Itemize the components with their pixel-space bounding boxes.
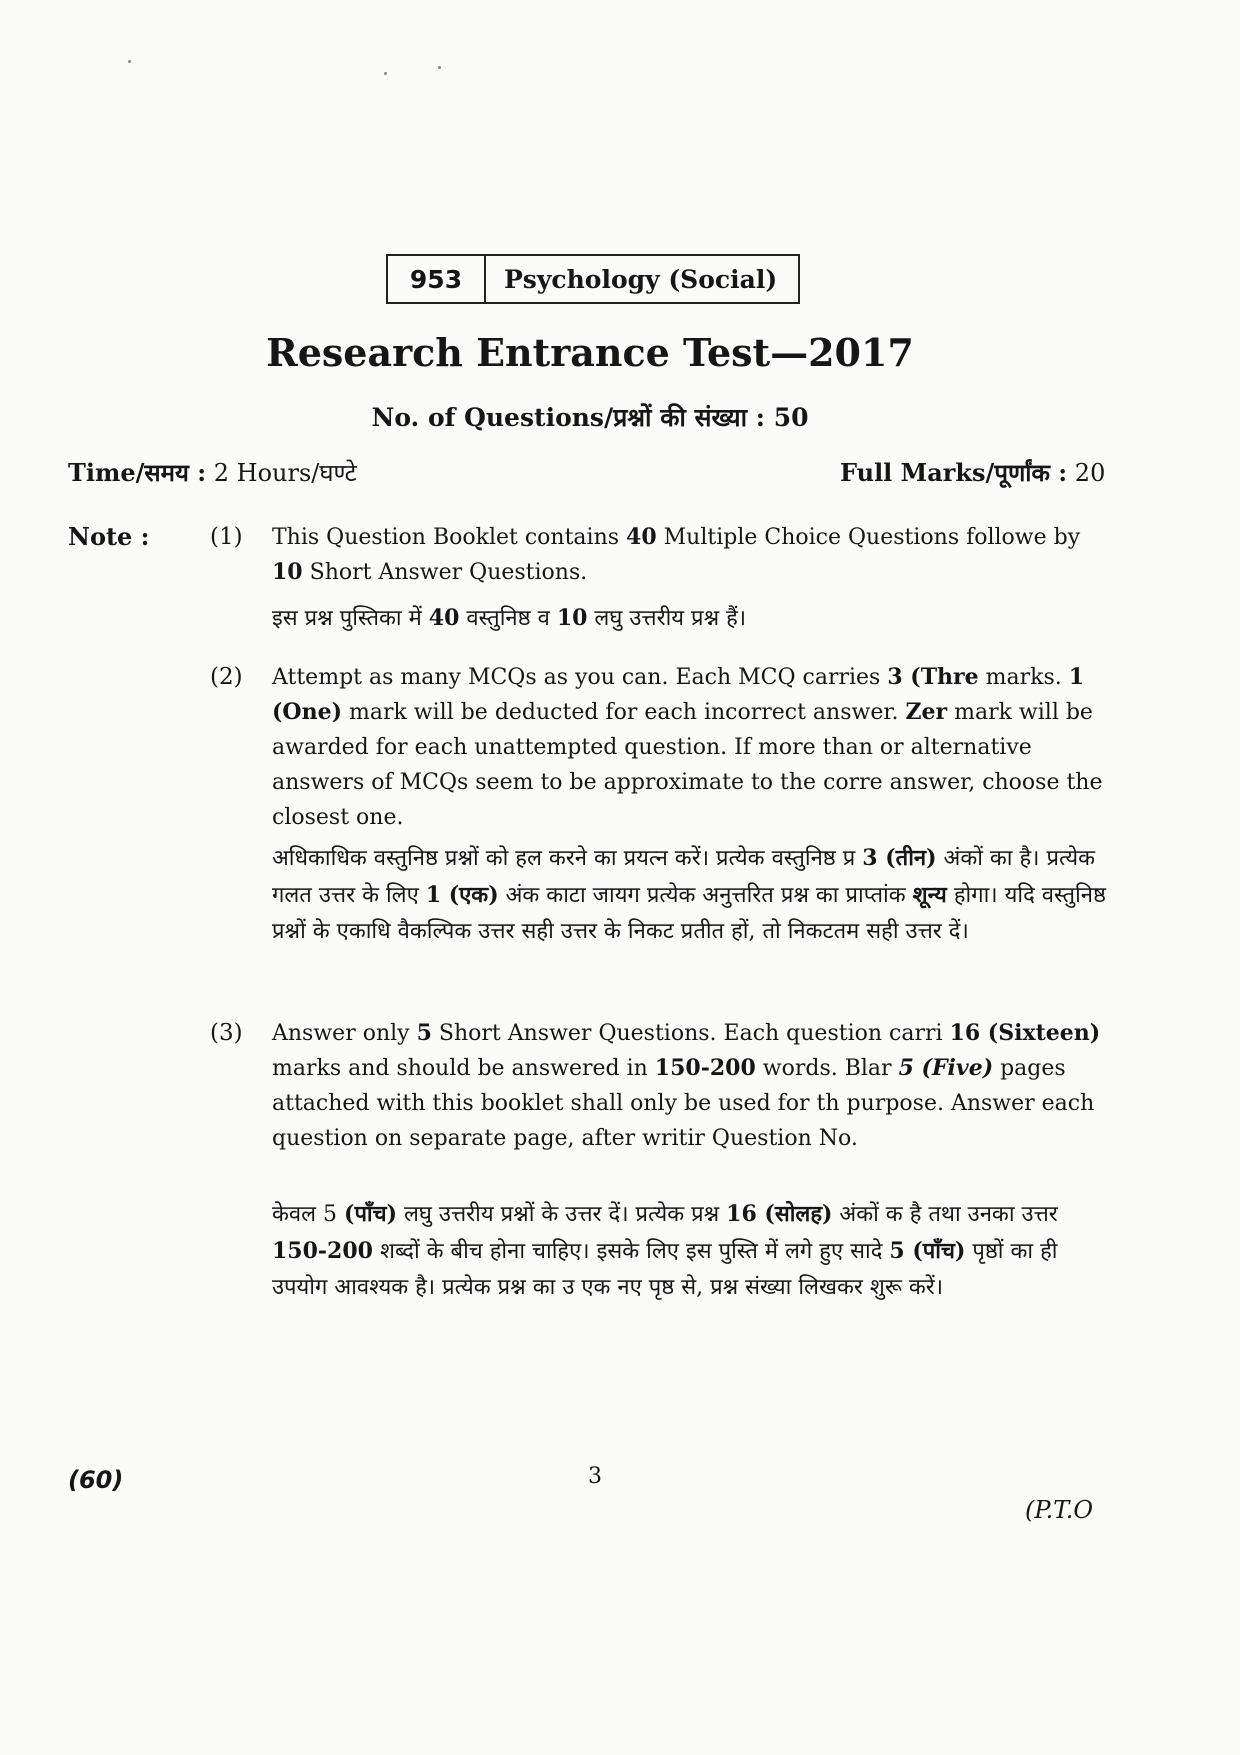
text-run: लघु उत्तरीय प्रश्न हैं। (587, 606, 747, 631)
text-bold: 5 (Five) (898, 1055, 994, 1081)
question-count: No. of Questions/प्रश्नों की संख्या : 50 (371, 403, 809, 432)
text-run: केवल 5 (272, 1202, 345, 1227)
text-bold: 3 (Thre (887, 664, 979, 690)
text-run: अंकों का है। प्रत्येक गलत उत्तर के लिए (272, 846, 1096, 908)
text-run: mark will be deducted for each incorrect answer. (341, 700, 906, 725)
note-1-hindi (272, 600, 1110, 637)
text-bold: 3 (तीन) (862, 845, 937, 871)
note-number: (3) (210, 1020, 243, 1046)
note-3-hindi (272, 1196, 1110, 1306)
scan-speck (128, 60, 131, 63)
scan-speck (384, 72, 387, 75)
text-run: अंकों क है तथा उनका उत्तर (832, 1202, 1058, 1227)
text-run: वस्तुनिष्ठ व (459, 606, 557, 631)
text-bold: 5 (पाँच) (889, 1238, 966, 1264)
note-number: (2) (210, 664, 243, 690)
text-run: Short Answer Questions. Each question carri (431, 1021, 950, 1046)
text-run: अधिकाधिक वस्तुनिष्ठ प्रश्नों को हल करने का प्रयत्न करें। प्रत्येक वस्तुनिष्ठ प्र (272, 846, 863, 871)
text-bold: 16 (Sixteen) (949, 1020, 1101, 1046)
text-bold: 16 (सोलह) (726, 1201, 833, 1227)
note-2-english (272, 660, 1110, 835)
note-label: Note : (68, 522, 150, 551)
text-bold: 40 (428, 605, 460, 631)
text-run: शब्दों के बीच होना चाहिए। इसके लिए इस पुस्ति में लगे हुए सादे (372, 1239, 890, 1264)
text-run: इस प्रश्न पुस्तिका में (272, 606, 429, 631)
text-bold: 1 (One) (272, 664, 1085, 725)
page-title: Research Entrance Test—2017 (266, 330, 914, 375)
text-run: Short Answer Questions. (302, 560, 588, 585)
text-bold: 150-200 (272, 1238, 373, 1264)
text-bold: 40 (626, 524, 657, 550)
text-bold: शून्य (912, 882, 947, 908)
text-run: Multiple Choice Questions followe by (656, 525, 1081, 550)
text-bold: 1 (एक) (425, 882, 499, 908)
note-2-hindi (272, 840, 1110, 950)
text-run: होगा। यदि वस्तुनिष्ठ प्रश्नों के एकाधि वैकल्पिक उत्तर सही उत्तर के निकट प्रतीत हों, तो निकटतम सही उत्तर दें। (272, 883, 1106, 944)
text-run: पृष्ठों का ही उपयोग आवश्यक है। प्रत्येक प्रश्न का उ एक नए पृष्ठ से, प्रश्न संख्या लिखकर शुरू करें। (272, 1239, 1058, 1300)
text-bold: (पाँच) (344, 1201, 398, 1227)
text-run: pages attached with this booklet shall only be used for th purpose. Answer each question on separate page, after writir Question No. (272, 1056, 1095, 1151)
paper-code: 953 (388, 256, 486, 302)
scan-speck (438, 66, 441, 69)
marks-value: 20 (1067, 459, 1106, 487)
note-3-english (272, 1016, 1110, 1156)
text-bold: 150-200 (654, 1055, 756, 1081)
booklet-code: (60) (68, 1466, 124, 1494)
text-run: mark will be awarded for each unattempted question. If more than or alternative answers of MCQs seem to be approximate to the corre answer, choose the closest one. (272, 700, 1103, 830)
note-number: (1) (210, 524, 243, 550)
text-bold: 5 (416, 1020, 432, 1046)
note-1-english (272, 520, 1110, 590)
pto-label: (P.T.O (1025, 1496, 1094, 1524)
marks-label: Full Marks/पूर्णांक : (840, 458, 1068, 487)
page-number: 3 (588, 1464, 602, 1489)
text-run: अंक काटा जायग प्रत्येक अनुत्तरित प्रश्न का प्राप्तांक (498, 883, 913, 908)
paper-code-box (386, 254, 800, 304)
time-label: Time/समय : (68, 458, 207, 487)
marks-info (840, 456, 1105, 489)
text-run: marks and should be answered in (272, 1056, 655, 1081)
text-bold: 10 (272, 559, 303, 585)
text-bold: Zer (905, 699, 948, 725)
text-run: Answer only (272, 1021, 417, 1046)
text-run: words. Blar (755, 1056, 899, 1081)
text-run: Attempt as many MCQs as you can. Each MCQ carries (272, 665, 888, 690)
time-info (68, 456, 357, 489)
time-value: 2 Hours/घण्टे (206, 459, 357, 487)
text-bold: 10 (556, 605, 588, 631)
text-run: marks. (978, 665, 1069, 690)
text-run: This Question Booklet contains (272, 525, 627, 550)
paper-subject: Psychology (Social) (504, 264, 778, 294)
text-run: लघु उत्तरीय प्रश्नों के उत्तर दें। प्रत्येक प्रश्न (397, 1202, 727, 1227)
